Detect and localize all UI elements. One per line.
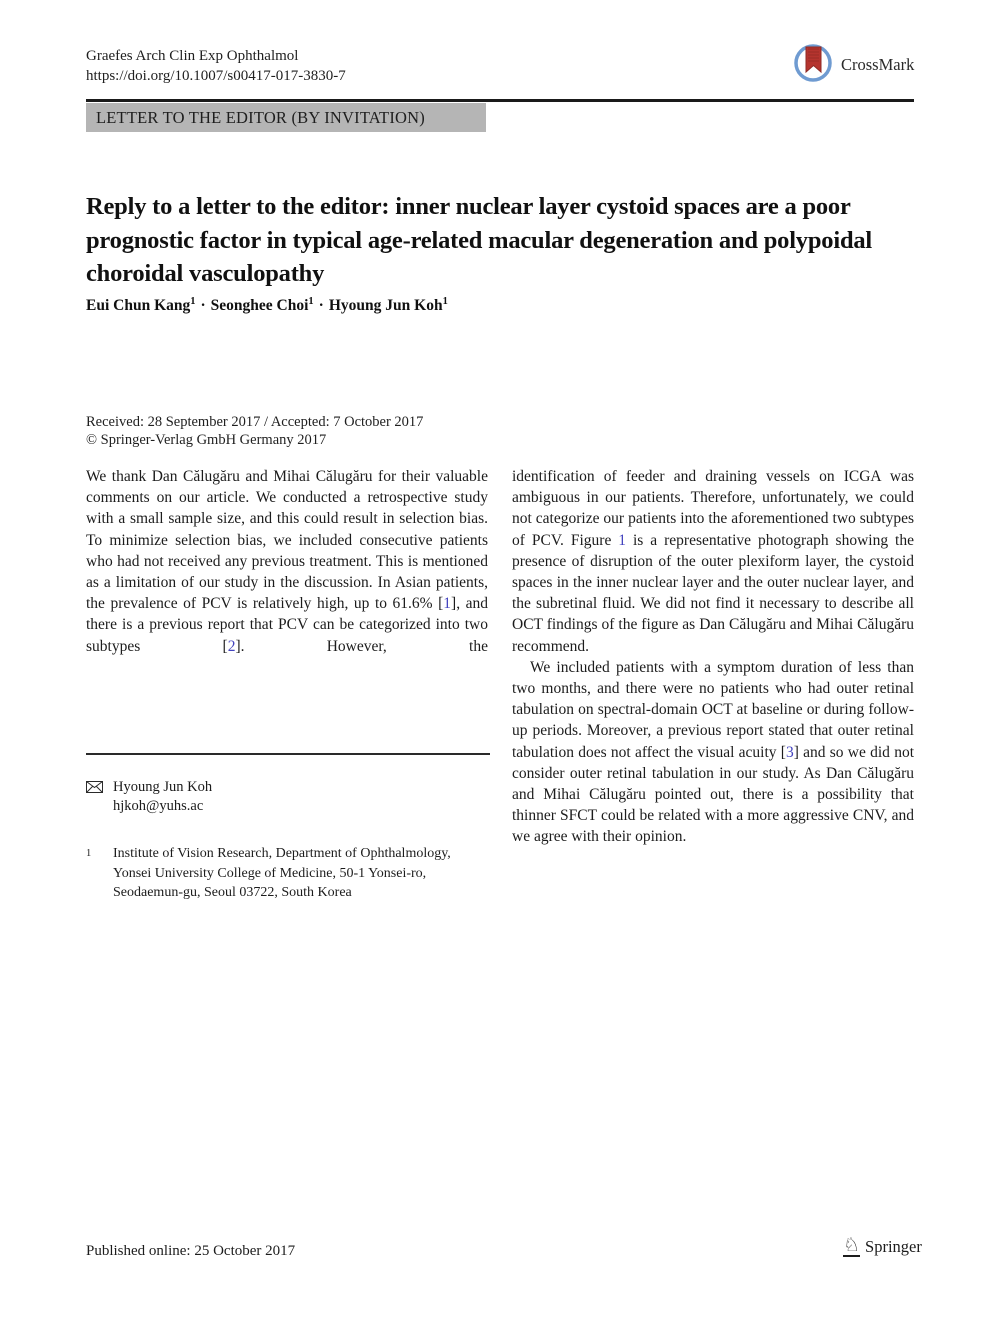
article-title: Reply to a letter to the editor: inner nuclear layer cystoid spaces are a poor prognostic factor in typical age-related macular degeneration and polypoidal choroidal vasculopathy — [86, 193, 873, 288]
paragraph — [512, 466, 914, 657]
body-text: is a representative photograph showing the presence of disruption of the outer plexiform layer, the cystoid spaces in the inner nuclear layer and the outer nuclear layer, and the subretinal fluid. We did not find it necessary to describe all OCT findings of the figure as Dan Călugăru and Mihai Călugăru recommend. — [512, 531, 914, 655]
body-column-right — [512, 466, 914, 848]
author-separator: · — [200, 297, 206, 315]
copyright-line: © Springer-Verlag GmbH Germany 2017 — [86, 431, 327, 448]
doi-link[interactable]: https://doi.org/10.1007/s00417-017-3830-7 — [86, 68, 346, 84]
author-affiliation-marker: 1 — [190, 296, 196, 307]
author-affiliation-marker: 1 — [308, 296, 314, 307]
journal-header — [86, 46, 346, 86]
crossmark-label: CrossMark — [841, 54, 915, 74]
springer-horse-icon: ♘ — [843, 1235, 861, 1256]
footnote-block — [86, 753, 490, 903]
crossmark-icon — [793, 41, 833, 88]
body-text: ], and there is a previous report that PCV can be categorized into two subtypes [ — [86, 595, 489, 655]
body-text: We included patients with a symptom duration of less than two months, and there were no patients who had outer retinal tabulation on spectral-domain OCT at baseline or during follow-up periods. Moreover, a previous report stated that outer retinal tabulation does not affect the visual acuity [ — [512, 658, 914, 761]
paragraph — [512, 657, 914, 848]
received-accepted: Received: 28 September 2017 / Accepted: 7 October 2017 — [86, 414, 424, 430]
footnote-rule — [86, 753, 490, 755]
author-name: Seonghee Choi — [210, 297, 309, 315]
body-text: identification of feeder and draining vessels on ICGA was ambiguous in our patients. Therefore, unfortunately, we could not categorize our patients into the aforementioned two subtypes of PCV. Figure — [512, 468, 914, 549]
crossmark-badge[interactable] — [793, 41, 914, 88]
affiliation-text: Institute of Vision Research, Department of Ophthalmology, Yonsei University College of Medicine, 50-1 Yonsei-ro, Seodaemun-gu, Seoul 03722, South Korea — [113, 846, 451, 900]
article-type-banner: LETTER TO THE EDITOR (BY INVITATION) — [86, 103, 486, 132]
author-name: Eui Chun Kang — [86, 297, 191, 315]
article-dates — [86, 414, 423, 449]
paragraph — [86, 466, 488, 657]
body-text: ] and so we did not consider outer retinal tabulation in our study. As Dan Călugăru and Mihai Călugăru pointed out, there is a possibility that thinner SFCT could be related with a more aggressive CNV, and we agree with their opinion. — [512, 743, 914, 846]
springer-logo — [843, 1236, 922, 1257]
published-online: Published online: 25 October 2017 — [86, 1243, 296, 1259]
author-name: Hyoung Jun Koh — [328, 297, 443, 315]
citation-ref-2[interactable]: 2 — [227, 637, 236, 655]
journal-name: Graefes Arch Clin Exp Ophthalmol — [86, 48, 299, 64]
affiliation-marker: 1 — [86, 848, 92, 859]
envelope-icon — [86, 778, 113, 815]
corresponding-author — [86, 778, 490, 815]
corresponding-author-details — [113, 778, 212, 815]
citation-ref-1[interactable]: 1 — [443, 595, 452, 613]
author-affiliation-marker: 1 — [442, 296, 448, 307]
affiliation-footnote — [86, 844, 490, 903]
body-text: ]. However, the — [235, 637, 488, 655]
author-separator: · — [318, 297, 324, 315]
body-text: We thank Dan Călugăru and Mihai Călugăru for their valuable comments on our article. We conducted a retrospective study with a small sample size, and this could result in selection bias. To minimize selection bias, we included consecutive patients who had not received any previous treatment. This is mentioned as a limitation of our study in the discussion. In Asian patients, the prevalence of PCV is relatively high, up to 61.6% [ — [86, 468, 488, 613]
corresponding-author-email[interactable]: hjkoh@yuhs.ac — [113, 797, 204, 814]
figure-ref-1[interactable]: 1 — [618, 531, 627, 549]
corresponding-author-name: Hyoung Jun Koh — [113, 779, 213, 795]
author-line — [86, 296, 448, 315]
citation-ref-3[interactable]: 3 — [785, 743, 794, 761]
springer-label: Springer — [865, 1236, 922, 1256]
header-rule — [86, 99, 914, 102]
